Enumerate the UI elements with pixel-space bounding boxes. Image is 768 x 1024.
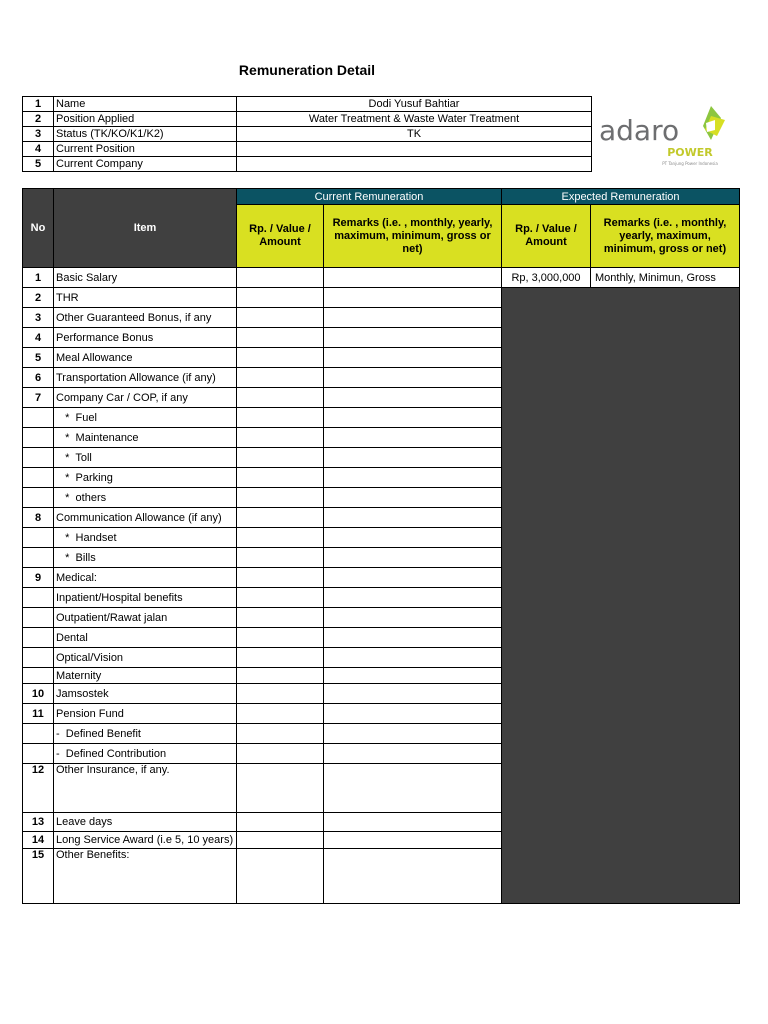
info-row [23, 157, 592, 172]
current-value-cell[interactable] [237, 668, 324, 684]
info-value [237, 157, 592, 172]
current-value-cell[interactable] [237, 568, 324, 588]
page-title: Remuneration Detail [238, 62, 376, 78]
current-remarks-cell[interactable] [324, 468, 502, 488]
info-value: Dodi Yusuf Bahtiar [237, 97, 592, 112]
row-no: 9 [23, 568, 54, 588]
row-item: * Bills [54, 548, 237, 568]
current-remarks-cell[interactable] [324, 849, 502, 904]
info-value [237, 142, 592, 157]
current-value-cell[interactable] [237, 348, 324, 368]
header-expected-remuneration: Expected Remuneration [502, 189, 740, 205]
info-no: 2 [23, 112, 54, 127]
adaro-power-logo [593, 90, 733, 176]
current-value-cell[interactable] [237, 648, 324, 668]
row-no [23, 588, 54, 608]
header-no: No [23, 189, 54, 268]
remuneration-table [22, 188, 740, 904]
row-item: Inpatient/Hospital benefits [54, 588, 237, 608]
current-remarks-cell[interactable] [324, 308, 502, 328]
row-item: Company Car / COP, if any [54, 388, 237, 408]
current-remarks-cell[interactable] [324, 328, 502, 348]
row-item: * Fuel [54, 408, 237, 428]
row-item: Optical/Vision [54, 648, 237, 668]
table-row [23, 268, 740, 288]
current-value-cell[interactable] [237, 488, 324, 508]
info-label: Name [54, 97, 237, 112]
row-no: 13 [23, 813, 54, 832]
current-value-cell[interactable] [237, 308, 324, 328]
row-item: * Toll [54, 448, 237, 468]
header-current-remarks: Remarks (i.e. , monthly, yearly, maximum, minimum, gross or net) [324, 205, 502, 268]
current-remarks-cell[interactable] [324, 813, 502, 832]
row-no: 14 [23, 832, 54, 849]
info-value: Water Treatment & Waste Water Treatment [237, 112, 592, 127]
row-no [23, 668, 54, 684]
table-row [23, 288, 740, 308]
current-remarks-cell[interactable] [324, 744, 502, 764]
current-value-cell[interactable] [237, 813, 324, 832]
info-label: Position Applied [54, 112, 237, 127]
row-item: Jamsostek [54, 684, 237, 704]
info-no: 3 [23, 127, 54, 142]
row-no [23, 408, 54, 428]
current-remarks-cell[interactable] [324, 568, 502, 588]
logo-tagline-text: PT Tanjung Power Indonesia [662, 161, 718, 166]
row-item: * Parking [54, 468, 237, 488]
current-value-cell[interactable] [237, 744, 324, 764]
current-remarks-cell[interactable] [324, 704, 502, 724]
row-item: Other Guaranteed Bonus, if any [54, 308, 237, 328]
header-item: Item [54, 189, 237, 268]
row-no: 3 [23, 308, 54, 328]
current-remarks-cell[interactable] [324, 668, 502, 684]
header-current-remuneration: Current Remuneration [237, 189, 502, 205]
current-remarks-cell[interactable] [324, 288, 502, 308]
current-value-cell[interactable] [237, 548, 324, 568]
row-no: 8 [23, 508, 54, 528]
current-value-cell[interactable] [237, 288, 324, 308]
current-value-cell[interactable] [237, 608, 324, 628]
row-item: - Defined Benefit [54, 724, 237, 744]
row-item: Outpatient/Rawat jalan [54, 608, 237, 628]
current-remarks-cell[interactable] [324, 508, 502, 528]
logo-sub-text: POWER [667, 146, 713, 159]
row-no [23, 468, 54, 488]
expected-remarks-cell: Monthly, Minimun, Gross [591, 268, 740, 288]
row-item: Maternity [54, 668, 237, 684]
current-value-cell[interactable] [237, 684, 324, 704]
row-item: Basic Salary [54, 268, 237, 288]
current-remarks-cell[interactable] [324, 388, 502, 408]
row-item: Other Insurance, if any. [54, 764, 237, 813]
current-remarks-cell[interactable] [324, 724, 502, 744]
row-item: Other Benefits: [54, 849, 237, 904]
row-no [23, 628, 54, 648]
current-value-cell[interactable] [237, 528, 324, 548]
current-value-cell[interactable] [237, 448, 324, 468]
current-remarks-cell[interactable] [324, 832, 502, 849]
row-no: 11 [23, 704, 54, 724]
row-no [23, 724, 54, 744]
info-label: Current Position [54, 142, 237, 157]
current-remarks-cell[interactable] [324, 528, 502, 548]
current-remarks-cell[interactable] [324, 448, 502, 468]
current-value-cell[interactable] [237, 508, 324, 528]
current-value-cell[interactable] [237, 832, 324, 849]
expected-shaded-area [502, 288, 740, 904]
row-no [23, 528, 54, 548]
current-remarks-cell[interactable] [324, 268, 502, 288]
row-item: * others [54, 488, 237, 508]
header-current-value: Rp. / Value / Amount [237, 205, 324, 268]
row-item: * Maintenance [54, 428, 237, 448]
info-label: Status (TK/KO/K1/K2) [54, 127, 237, 142]
row-no [23, 548, 54, 568]
current-remarks-cell[interactable] [324, 548, 502, 568]
current-value-cell[interactable] [237, 368, 324, 388]
current-value-cell[interactable] [237, 408, 324, 428]
info-value: TK [237, 127, 592, 142]
row-no: 15 [23, 849, 54, 904]
row-no [23, 428, 54, 448]
row-item: Leave days [54, 813, 237, 832]
current-remarks-cell[interactable] [324, 764, 502, 813]
row-no: 6 [23, 368, 54, 388]
info-no: 5 [23, 157, 54, 172]
row-no [23, 744, 54, 764]
row-no: 4 [23, 328, 54, 348]
row-item: Meal Allowance [54, 348, 237, 368]
current-remarks-cell[interactable] [324, 408, 502, 428]
row-no: 12 [23, 764, 54, 813]
row-no: 2 [23, 288, 54, 308]
current-value-cell[interactable] [237, 628, 324, 648]
current-value-cell[interactable] [237, 704, 324, 724]
current-value-cell[interactable] [237, 849, 324, 904]
row-item: Communication Allowance (if any) [54, 508, 237, 528]
current-value-cell[interactable] [237, 588, 324, 608]
expected-value-cell: Rp, 3,000,000 [502, 268, 591, 288]
row-item: Medical: [54, 568, 237, 588]
row-item: THR [54, 288, 237, 308]
row-item: Performance Bonus [54, 328, 237, 348]
row-no: 7 [23, 388, 54, 408]
row-no [23, 488, 54, 508]
logo-brand-text: adaro [599, 114, 680, 147]
row-no [23, 608, 54, 628]
info-no: 4 [23, 142, 54, 157]
info-row [23, 127, 592, 142]
row-no: 5 [23, 348, 54, 368]
current-remarks-cell[interactable] [324, 348, 502, 368]
current-remarks-cell[interactable] [324, 608, 502, 628]
current-value-cell[interactable] [237, 428, 324, 448]
current-remarks-cell[interactable] [324, 648, 502, 668]
header-expected-value: Rp. / Value / Amount [502, 205, 591, 268]
row-no [23, 648, 54, 668]
info-no: 1 [23, 97, 54, 112]
current-remarks-cell[interactable] [324, 488, 502, 508]
current-remarks-cell[interactable] [324, 588, 502, 608]
header-expected-remarks: Remarks (i.e. , monthly, yearly, maximum, minimum, gross or net) [591, 205, 740, 268]
row-item: Pension Fund [54, 704, 237, 724]
row-item: Dental [54, 628, 237, 648]
current-value-cell[interactable] [237, 724, 324, 744]
row-no: 1 [23, 268, 54, 288]
current-value-cell[interactable] [237, 268, 324, 288]
current-remarks-cell[interactable] [324, 628, 502, 648]
info-label: Current Company [54, 157, 237, 172]
row-item: Transportation Allowance (if any) [54, 368, 237, 388]
current-value-cell[interactable] [237, 328, 324, 348]
row-no [23, 448, 54, 468]
applicant-info-table [22, 96, 592, 172]
current-value-cell[interactable] [237, 468, 324, 488]
adaro-emblem-icon [703, 106, 725, 140]
current-value-cell[interactable] [237, 764, 324, 813]
info-row [23, 112, 592, 127]
row-item: Long Service Award (i.e 5, 10 years) [54, 832, 237, 849]
current-value-cell[interactable] [237, 388, 324, 408]
current-remarks-cell[interactable] [324, 368, 502, 388]
row-item: * Handset [54, 528, 237, 548]
row-no: 10 [23, 684, 54, 704]
row-item: - Defined Contribution [54, 744, 237, 764]
current-remarks-cell[interactable] [324, 684, 502, 704]
current-remarks-cell[interactable] [324, 428, 502, 448]
info-row [23, 97, 592, 112]
info-row [23, 142, 592, 157]
